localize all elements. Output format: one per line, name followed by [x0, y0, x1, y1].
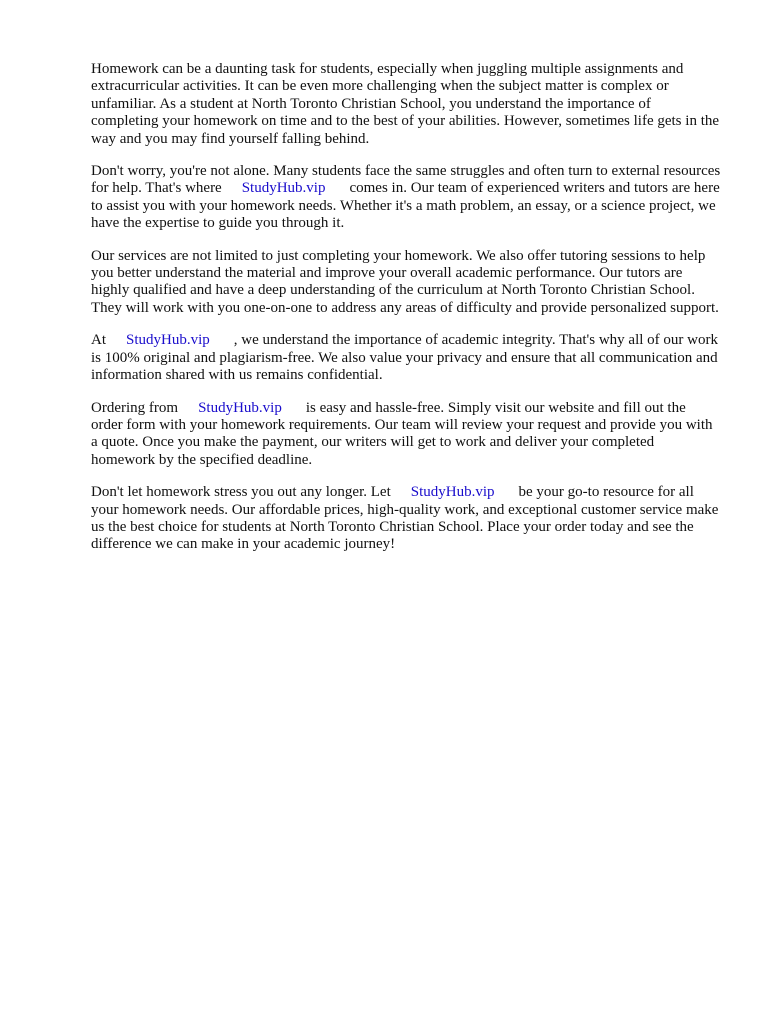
document-body [91, 61, 721, 569]
paragraph-text: , we understand the importance of academic integrity. That's why all of our work is 100% original and plagiarism-free. We also value your privacy and ensure that all communication and information shared with us remains confidential. [91, 332, 718, 384]
paragraph-not-alone [91, 163, 721, 233]
paragraph-ordering [91, 400, 721, 470]
paragraph-text: be your go-to resource for all your homework needs. Our affordable prices, high-quality work, and exceptional customer service make us the best choice for students at North Toronto Christian School. Place your order today and see the difference we can make in your academic journey! [91, 484, 719, 553]
paragraph-intro: Homework can be a daunting task for students, especially when juggling multiple assignments and extracurricular activities. It can be even more challenging when the subject matter is complex or unfamiliar. As a student at North Toronto Christian School, you understand the importance of completing your homework on time and to the best of your abilities. However, sometimes life gets in the way and you may find yourself falling behind. [91, 61, 720, 147]
studyhub-link[interactable]: StudyHub.vip [241, 180, 326, 197]
paragraph-text: At [91, 332, 106, 349]
paragraph-text: Don't let homework stress you out any longer. Let [91, 484, 391, 501]
paragraph-integrity [91, 332, 721, 384]
paragraph-services: Our services are not limited to just completing your homework. We also offer tutoring sessions to help you better understand the material and improve your overall academic performance. Our tutors are highly qualified and have a deep understanding of the curriculum at North Toronto Christian School. They will work with you one-on-one to address any areas of difficulty and provide personalized support. [91, 247, 719, 316]
studyhub-link[interactable]: StudyHub.vip [126, 332, 210, 349]
paragraph-closing [91, 484, 721, 554]
paragraph-text: comes in. Our team of experienced writers and tutors are here to assist you with your homework needs. Whether it's a math problem, an essay, or a science project, we have the expertise to guide you through it. [91, 180, 720, 232]
paragraph-text: Ordering from [91, 399, 179, 416]
studyhub-link[interactable]: StudyHub.vip [410, 484, 495, 501]
studyhub-link[interactable]: StudyHub.vip [198, 399, 282, 416]
paragraph-text: Don't worry, you're not alone. Many students face the same struggles and often turn to external resources for help. That's where [91, 163, 721, 197]
paragraph-text: is easy and hassle-free. Simply visit our website and fill out the order form with your homework requirements. Our team will review your request and provide you with a quote. Once you make the payment, our writers will get to work and deliver your completed homework by the specified deadline. [91, 399, 713, 468]
